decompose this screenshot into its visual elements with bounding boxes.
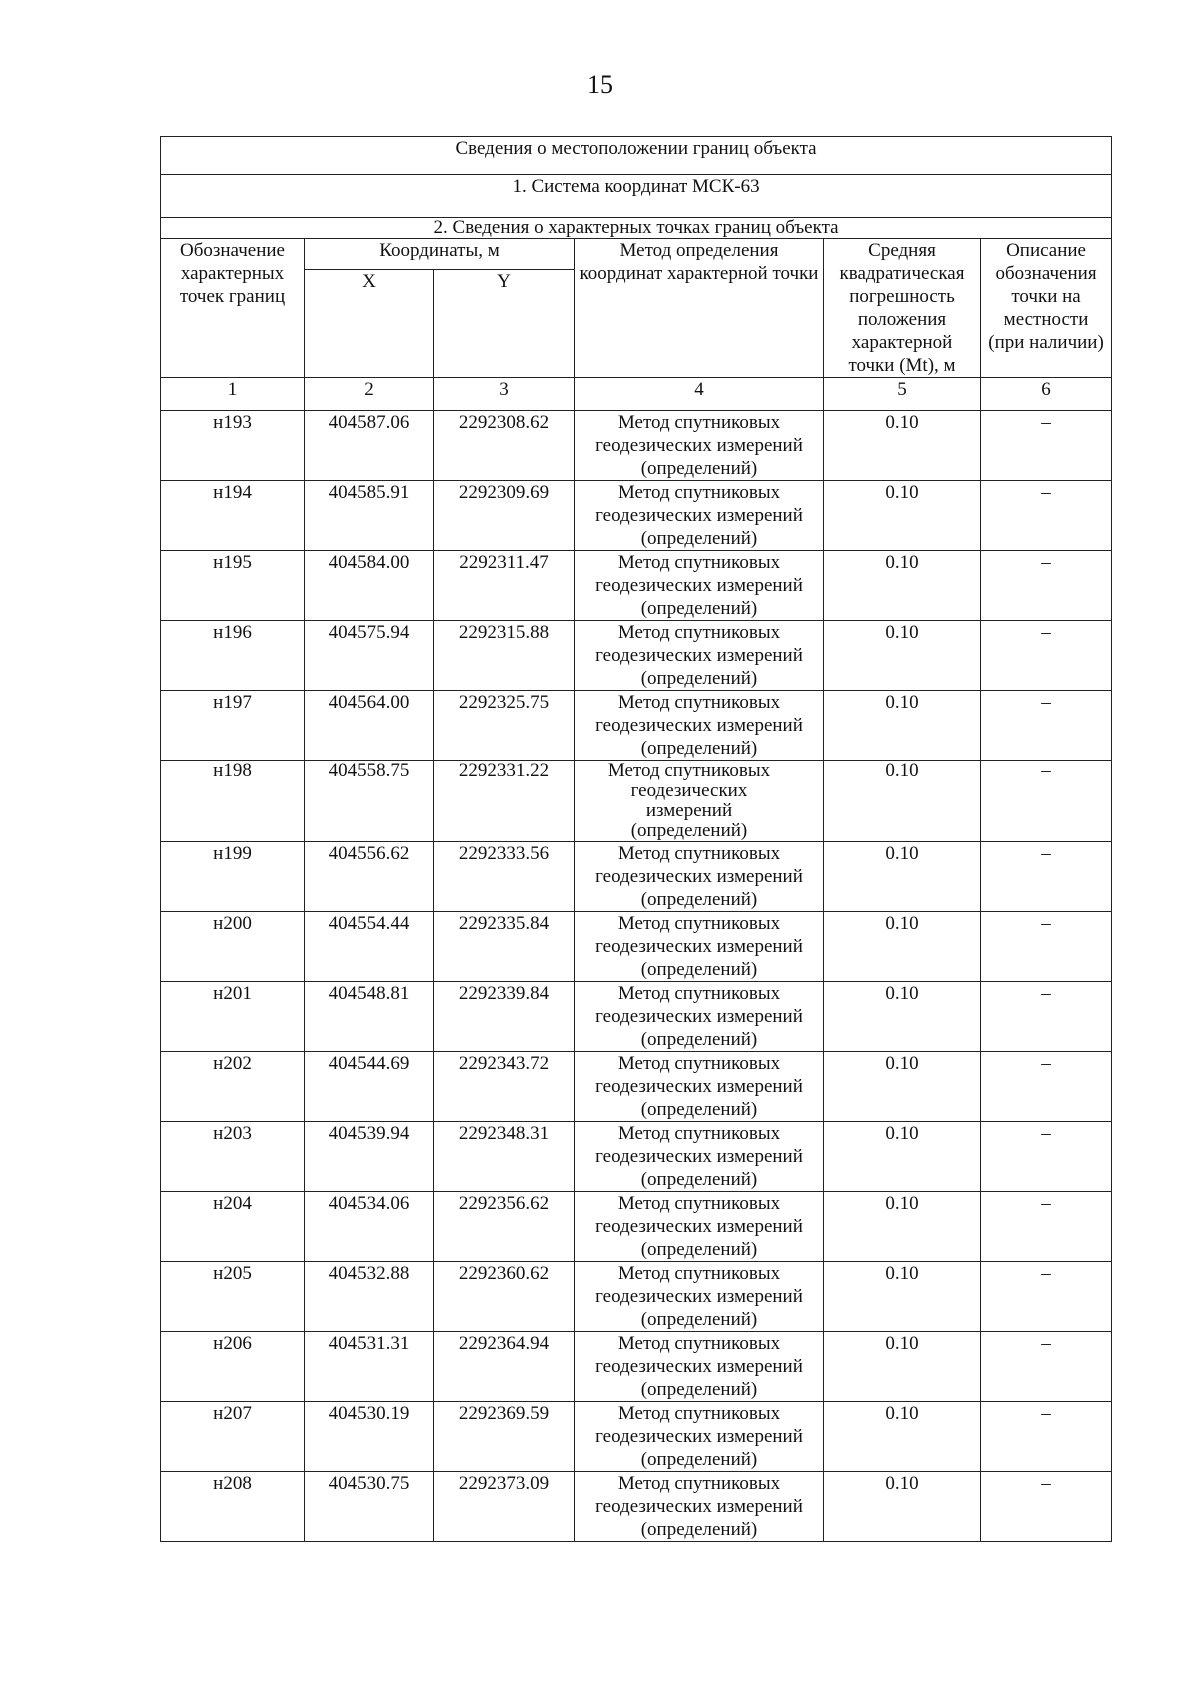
table-title: Сведения о местоположении границ объекта [161, 137, 1112, 175]
x-coordinate-cell: 404558.75 [305, 761, 434, 842]
description-cell: – [981, 621, 1112, 691]
point-id-cell: н193 [161, 411, 305, 481]
point-id-cell: н202 [161, 1052, 305, 1122]
error-cell: 0.10 [824, 1472, 981, 1542]
header-method: Метод определения координат характерной точки [575, 239, 824, 378]
point-id-cell: н200 [161, 912, 305, 982]
y-coordinate-cell: 2292373.09 [434, 1472, 575, 1542]
page-number: 15 [587, 70, 613, 99]
y-coordinate-cell: 2292309.69 [434, 481, 575, 551]
y-coordinate-cell: 2292339.84 [434, 982, 575, 1052]
column-number: 6 [981, 378, 1112, 411]
point-id-cell: н204 [161, 1192, 305, 1262]
method-cell: Метод спутниковых геодезических измерений (определений) [575, 1192, 824, 1262]
y-coordinate-cell: 2292364.94 [434, 1332, 575, 1402]
error-cell: 0.10 [824, 1052, 981, 1122]
x-coordinate-cell: 404530.19 [305, 1402, 434, 1472]
table-row [161, 1192, 1112, 1262]
table-row [161, 912, 1112, 982]
method-cell: Метод спутниковых геодезических измерений (определений) [575, 1332, 824, 1402]
point-id-cell: н196 [161, 621, 305, 691]
x-coordinate-cell: 404556.62 [305, 842, 434, 912]
method-cell: Метод спутниковых геодезических измерений (определений) [575, 1262, 824, 1332]
description-cell: – [981, 982, 1112, 1052]
x-coordinate-cell: 404539.94 [305, 1122, 434, 1192]
description-cell: – [981, 1192, 1112, 1262]
description-cell: – [981, 912, 1112, 982]
error-cell: 0.10 [824, 411, 981, 481]
column-number: 4 [575, 378, 824, 411]
table-row [161, 1402, 1112, 1472]
x-coordinate-cell: 404585.91 [305, 481, 434, 551]
x-coordinate-cell: 404532.88 [305, 1262, 434, 1332]
error-cell: 0.10 [824, 912, 981, 982]
header-designation: Обозначение характерных точек границ [161, 239, 305, 378]
header-coordinates: Координаты, м [305, 239, 575, 270]
table-row [161, 1262, 1112, 1332]
column-number: 2 [305, 378, 434, 411]
table-row [161, 691, 1112, 761]
method-cell: Метод спутниковых геодезических измерений (определений) [575, 912, 824, 982]
point-id-cell: н207 [161, 1402, 305, 1472]
error-cell: 0.10 [824, 1402, 981, 1472]
table-row [161, 1332, 1112, 1402]
table-row [161, 761, 1112, 842]
section-heading: 2. Сведения о характерных точках границ объекта [161, 218, 1112, 239]
method-cell: Метод спутниковых геодезических измерений (определений) [575, 691, 824, 761]
error-cell: 0.10 [824, 1122, 981, 1192]
x-coordinate-cell: 404531.31 [305, 1332, 434, 1402]
y-coordinate-cell: 2292331.22 [434, 761, 575, 842]
method-cell: Метод спутниковых геодезических измерений (определений) [575, 481, 824, 551]
header-description: Описание обозначения точки на местности (при наличии) [981, 239, 1112, 378]
y-coordinate-cell: 2292311.47 [434, 551, 575, 621]
method-cell: Метод спутниковых геодезических измерений (определений) [575, 1472, 824, 1542]
error-cell: 0.10 [824, 621, 981, 691]
table-row [161, 1472, 1112, 1542]
error-cell: 0.10 [824, 761, 981, 842]
table-row [161, 551, 1112, 621]
error-cell: 0.10 [824, 551, 981, 621]
description-cell: – [981, 1262, 1112, 1332]
error-cell: 0.10 [824, 481, 981, 551]
table-row [161, 481, 1112, 551]
method-cell: Метод спутниковых геодезических измерений (определений) [575, 1052, 824, 1122]
table-row [161, 1052, 1112, 1122]
x-coordinate-cell: 404564.00 [305, 691, 434, 761]
table-title-row [161, 137, 1112, 175]
error-cell: 0.10 [824, 1192, 981, 1262]
description-cell: – [981, 411, 1112, 481]
point-id-cell: н208 [161, 1472, 305, 1542]
description-cell: – [981, 691, 1112, 761]
point-id-cell: н205 [161, 1262, 305, 1332]
error-cell: 0.10 [824, 982, 981, 1052]
header-y: Y [434, 270, 575, 378]
table-row [161, 1122, 1112, 1192]
y-coordinate-cell: 2292356.62 [434, 1192, 575, 1262]
error-cell: 0.10 [824, 1262, 981, 1332]
method-cell: Метод спутниковых геодезических измерений (определений) [575, 761, 824, 842]
point-id-cell: н206 [161, 1332, 305, 1402]
description-cell: – [981, 1472, 1112, 1542]
y-coordinate-cell: 2292369.59 [434, 1402, 575, 1472]
y-coordinate-cell: 2292325.75 [434, 691, 575, 761]
column-number: 5 [824, 378, 981, 411]
x-coordinate-cell: 404548.81 [305, 982, 434, 1052]
point-id-cell: н201 [161, 982, 305, 1052]
x-coordinate-cell: 404584.00 [305, 551, 434, 621]
header-x: X [305, 270, 434, 378]
y-coordinate-cell: 2292343.72 [434, 1052, 575, 1122]
table-row [161, 411, 1112, 481]
boundary-points-table [160, 136, 1112, 1542]
table-row [161, 982, 1112, 1052]
description-cell: – [981, 481, 1112, 551]
description-cell: – [981, 842, 1112, 912]
coordinate-system: 1. Система координат МСК-63 [161, 175, 1112, 218]
description-cell: – [981, 761, 1112, 842]
x-coordinate-cell: 404575.94 [305, 621, 434, 691]
description-cell: – [981, 1332, 1112, 1402]
point-id-cell: н195 [161, 551, 305, 621]
error-cell: 0.10 [824, 1332, 981, 1402]
y-coordinate-cell: 2292333.56 [434, 842, 575, 912]
error-cell: 0.10 [824, 691, 981, 761]
description-cell: – [981, 551, 1112, 621]
y-coordinate-cell: 2292315.88 [434, 621, 575, 691]
coordinate-system-row [161, 175, 1112, 218]
column-number: 1 [161, 378, 305, 411]
x-coordinate-cell: 404587.06 [305, 411, 434, 481]
table-row [161, 842, 1112, 912]
description-cell: – [981, 1052, 1112, 1122]
header-error: Средняя квадратическая погрешность положения характерной точки (Mt), м [824, 239, 981, 378]
description-cell: – [981, 1122, 1112, 1192]
x-coordinate-cell: 404544.69 [305, 1052, 434, 1122]
table-row [161, 621, 1112, 691]
y-coordinate-cell: 2292308.62 [434, 411, 575, 481]
column-numbers-row [161, 378, 1112, 411]
x-coordinate-cell: 404554.44 [305, 912, 434, 982]
column-number: 3 [434, 378, 575, 411]
x-coordinate-cell: 404530.75 [305, 1472, 434, 1542]
method-cell: Метод спутниковых геодезических измерений (определений) [575, 1402, 824, 1472]
point-id-cell: н203 [161, 1122, 305, 1192]
point-id-cell: н194 [161, 481, 305, 551]
x-coordinate-cell: 404534.06 [305, 1192, 434, 1262]
section-heading-row [161, 218, 1112, 239]
header-row-1 [161, 239, 1112, 270]
point-id-cell: н199 [161, 842, 305, 912]
description-cell: – [981, 1402, 1112, 1472]
method-cell: Метод спутниковых геодезических измерений (определений) [575, 551, 824, 621]
point-id-cell: н197 [161, 691, 305, 761]
method-cell: Метод спутниковых геодезических измерений (определений) [575, 842, 824, 912]
y-coordinate-cell: 2292360.62 [434, 1262, 575, 1332]
point-id-cell: н198 [161, 761, 305, 842]
method-cell: Метод спутниковых геодезических измерений (определений) [575, 982, 824, 1052]
y-coordinate-cell: 2292335.84 [434, 912, 575, 982]
method-cell: Метод спутниковых геодезических измерений (определений) [575, 411, 824, 481]
y-coordinate-cell: 2292348.31 [434, 1122, 575, 1192]
method-cell: Метод спутниковых геодезических измерений (определений) [575, 621, 824, 691]
error-cell: 0.10 [824, 842, 981, 912]
method-cell: Метод спутниковых геодезических измерений (определений) [575, 1122, 824, 1192]
